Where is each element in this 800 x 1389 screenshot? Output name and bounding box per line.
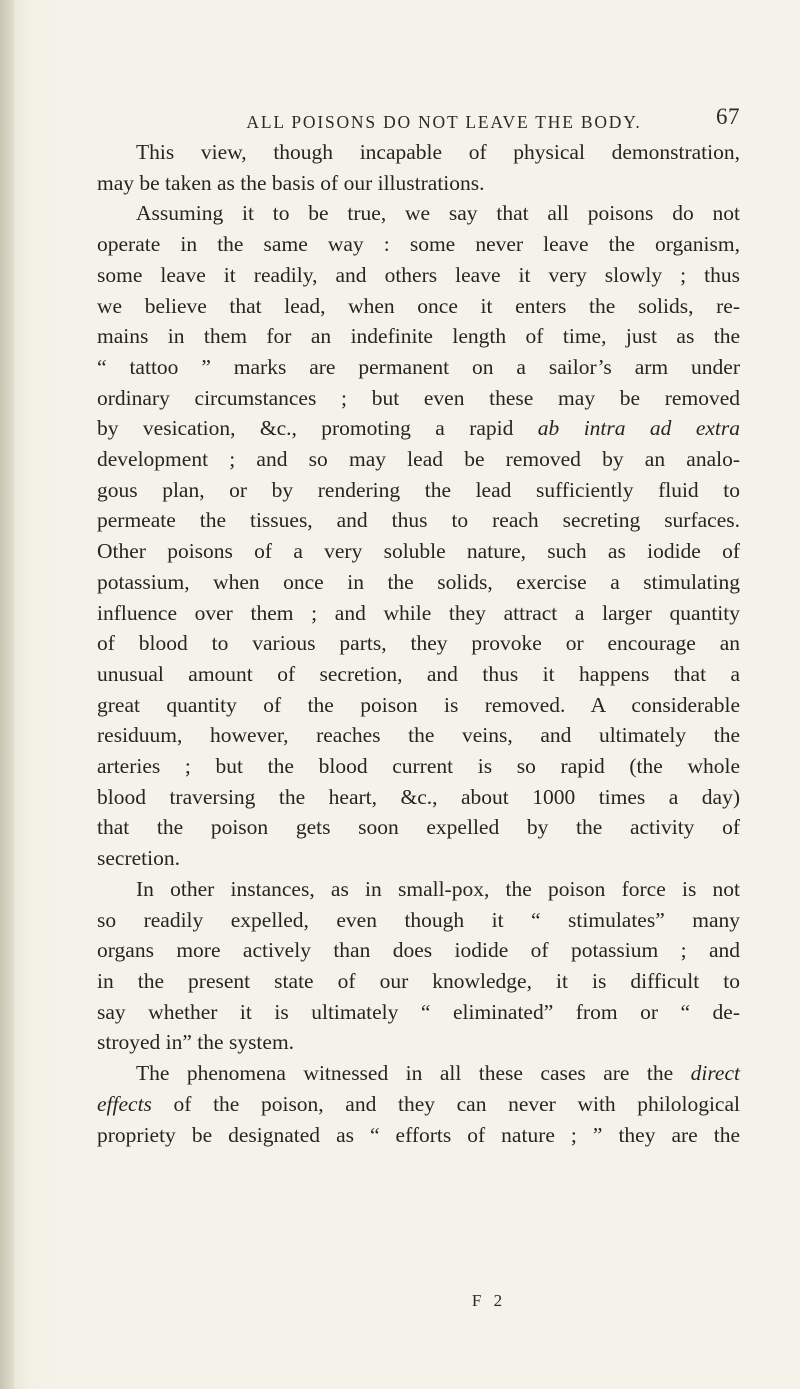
text-line: so readily expelled, even though it “ stimulates” many <box>97 907 740 932</box>
page-number: 67 <box>716 104 740 129</box>
text-line: propriety be designated as “ efforts of nature ; ” they are the <box>97 1122 740 1147</box>
text-line: operate in the same way : some never leave the organism, <box>97 232 740 257</box>
text-line: influence over them ; and while they attract a larger quantity <box>97 600 740 625</box>
text-line: development ; and so may lead be removed by an analo- <box>97 447 740 472</box>
text-line: gous plan, or by rendering the lead sufficiently fluid to <box>97 477 740 502</box>
text-line: potassium, when once in the solids, exercise a stimulating <box>97 569 740 594</box>
text-line: In other instances, as in small-pox, the poison force is not <box>136 876 740 901</box>
text-line: unusual amount of secretion, and thus it happens that a <box>97 661 740 686</box>
text-line: stroyed in” the system. <box>97 1030 295 1055</box>
page-gutter-shadow <box>0 0 14 1389</box>
text-line: may be taken as the basis of our illustrations. <box>97 170 485 195</box>
body-text <box>97 137 740 1150</box>
text-line: in the present state of our knowledge, it is difficult to <box>97 968 740 993</box>
paragraph <box>97 137 740 198</box>
text-line: arteries ; but the blood current is so rapid (the whole <box>97 754 740 779</box>
text-line: say whether it is ultimately “ eliminated” from or “ de- <box>97 999 740 1024</box>
text-line: some leave it readily, and others leave it very slowly ; thus <box>97 262 740 287</box>
text-line: Assuming it to be true, we say that all poisons do not <box>136 201 740 226</box>
text-line: ordinary circumstances ; but even these may be removed <box>97 385 740 410</box>
running-head: ALL POISONS DO NOT LEAVE THE BODY. <box>246 112 642 132</box>
signature-mark: F 2 <box>471 1291 507 1310</box>
text-line: great quantity of the poison is removed. A considerable <box>97 692 740 717</box>
page-header <box>126 104 740 134</box>
text-line: we believe that lead, when once it enters the solids, re- <box>97 293 740 318</box>
text-line: mains in them for an indefinite length of time, just as the <box>97 324 740 349</box>
text-line: The phenomena witnessed in all these cases are the direct <box>136 1061 740 1086</box>
text-line: “ tattoo ” marks are permanent on a sailor’s arm under <box>97 354 740 379</box>
paragraph <box>97 874 740 1058</box>
text-line: blood traversing the heart, &c., about 1000 times a day) <box>97 784 740 809</box>
text-line: that the poison gets soon expelled by the activity of <box>97 815 740 840</box>
text-line: effects of the poison, and they can never with philological <box>97 1091 740 1116</box>
paragraph <box>97 1058 740 1150</box>
text-line: permeate the tissues, and thus to reach secreting surfaces. <box>97 508 740 533</box>
text-line: Other poisons of a very soluble nature, such as iodide of <box>97 539 740 564</box>
text-line: secretion. <box>97 846 180 871</box>
text-line: organs more actively than does iodide of potassium ; and <box>97 938 740 963</box>
text-line: by vesication, &c., promoting a rapid ab intra ad extra <box>97 416 740 441</box>
text-line: residuum, however, reaches the veins, and ultimately the <box>97 723 740 748</box>
text-line: of blood to various parts, they provoke or encourage an <box>97 631 740 656</box>
text-line: This view, though incapable of physical demonstration, <box>136 140 740 164</box>
paragraph <box>97 198 740 873</box>
